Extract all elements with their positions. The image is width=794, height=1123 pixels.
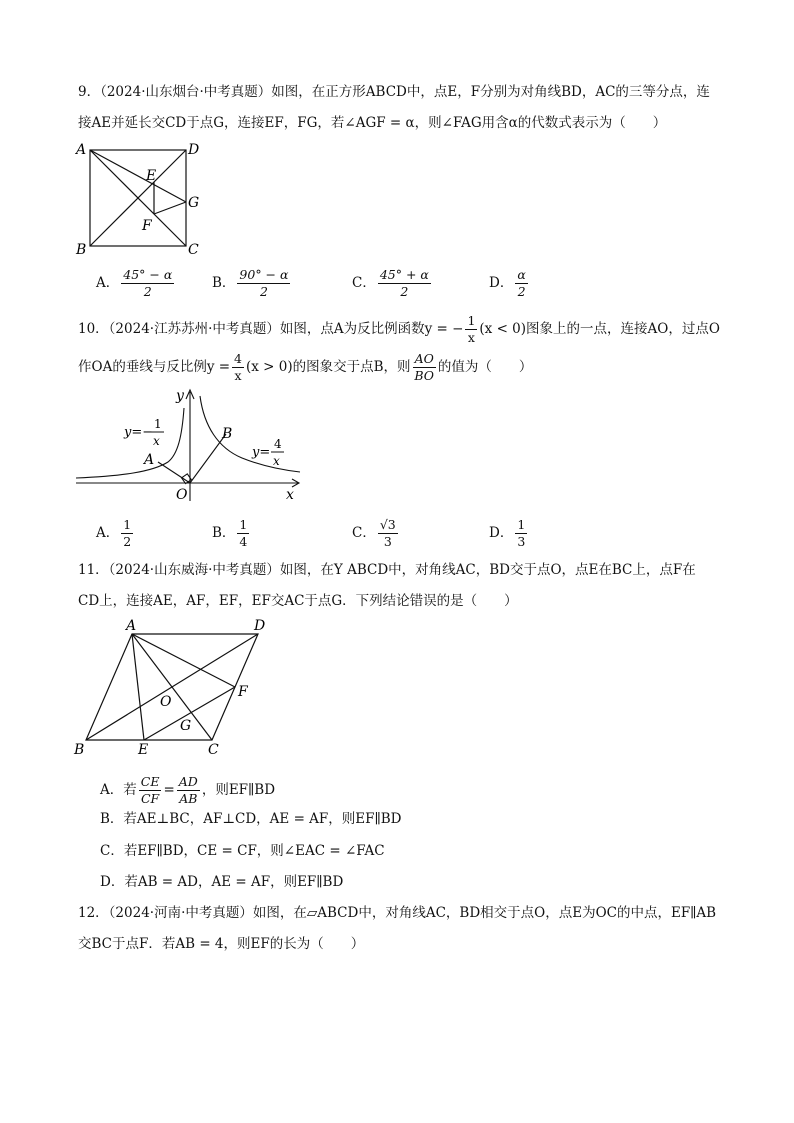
q10-text-line1: 10．（2024·江苏苏州·中考真题）如图，点A为反比例函数y = − $\frac{1}{x}$ (x < 0)图象上的一点，连接AO，过点O [78,313,720,345]
q9-option-a[interactable]: A． $\frac{45^\circ - \alpha}{2}$ [96,267,173,299]
q11-text-line2: CD上，连接AE，AF，EF，EF交AC于点G．下列结论错误的是（ ） [78,593,518,609]
q11-option-b[interactable]: B．若AE⊥BC，AF⊥CD，AE = AF，则EF∥BD [100,811,402,827]
q9-label-c: C [188,242,199,258]
q10-label-a: A [144,452,155,468]
q11-label-g: G [180,718,192,734]
q11-option-d[interactable]: D．若AB = AD，AE = AF，则EF∥BD [100,874,344,890]
q11-label-b: B [74,742,85,758]
q11-label-a: A [126,618,137,634]
q10-label-b: B [222,426,233,442]
q9-square-figure [72,138,212,260]
q10-right-fn-den: x [273,454,280,468]
q10-option-c[interactable]: C． $\frac{√3}{3}$ [352,517,396,549]
q9-label-f: F [142,218,152,234]
q11-option-a[interactable]: A．若 $\frac{CE}{CF}$ = $\frac{AD}{AB}$ ，则EF∥BD [100,774,276,806]
q10-left-fn-num: 1 [154,417,162,431]
q10-left-fn-den: x [153,434,160,448]
q9-label-d: D [188,142,200,158]
q10-label-y-axis: y [176,388,184,404]
q10-right-fn-num: 4 [274,437,282,451]
q10-option-d[interactable]: D． $\frac{1}{3}$ [489,517,526,549]
q10-hyperbola-figure [72,386,312,508]
q9-label-a: A [76,142,87,158]
q9-label-g: G [188,195,200,211]
q11-label-f: F [238,684,248,700]
q9-option-c[interactable]: C． $\frac{45^\circ + \alpha}{2}$ [352,267,429,299]
q10-label-x-axis: x [286,487,294,503]
q11-parallelogram-figure [72,616,292,762]
q10-right-fn-label: y= [252,445,271,460]
q9-text-line1: 9．（2024·山东烟台·中考真题）如图，在正方形ABCD中，点E，F分别为对角线BD，AC的三等分点，连 [78,84,710,100]
q12-text-line2: 交BC于点F．若AB = 4，则EF的长为（ ） [78,936,365,952]
q9-option-d[interactable]: D． $\frac{\alpha}{2}$ [489,267,526,299]
q11-option-c[interactable]: C．若EF∥BD，CE = CF，则∠EAC = ∠FAC [100,843,385,859]
q9-text-line2: 接AE并延长交CD于点G，连接EF，FG，若∠AGF = α，则∠FAG用含α的代数式表示为（ ） [78,115,667,131]
q11-text-line1: 11．（2024·山东威海·中考真题）如图，在Y ABCD中，对角线AC，BD交于点O，点E在BC上，点F在 [78,562,696,578]
q10-label-o: O [176,487,188,503]
q9-label-b: B [76,242,87,258]
q10-left-fn-label: y=− [124,425,154,440]
q10-text-line2: 作OA的垂线与反比例y = $\frac{4}{x}$ (x > 0)的图象交于点B，则 $\frac{AO}{BO}$ 的值为（ ） [78,351,533,383]
q9-label-e: E [146,168,157,184]
q9-option-b[interactable]: B． $\frac{90^\circ - \alpha}{2}$ [212,267,289,299]
q10-option-b[interactable]: B． $\frac{1}{4}$ [212,517,248,549]
q11-label-c: C [208,742,219,758]
q11-label-d: D [254,618,266,634]
q10-option-a[interactable]: A． $\frac{1}{2}$ [96,517,132,549]
q11-label-e: E [138,742,149,758]
q12-text-line1: 12．（2024·河南·中考真题）如图，在▱ABCD中，对角线AC，BD相交于点O，点E为OC的中点，EF∥AB [78,905,717,921]
q11-label-o: O [160,694,172,710]
